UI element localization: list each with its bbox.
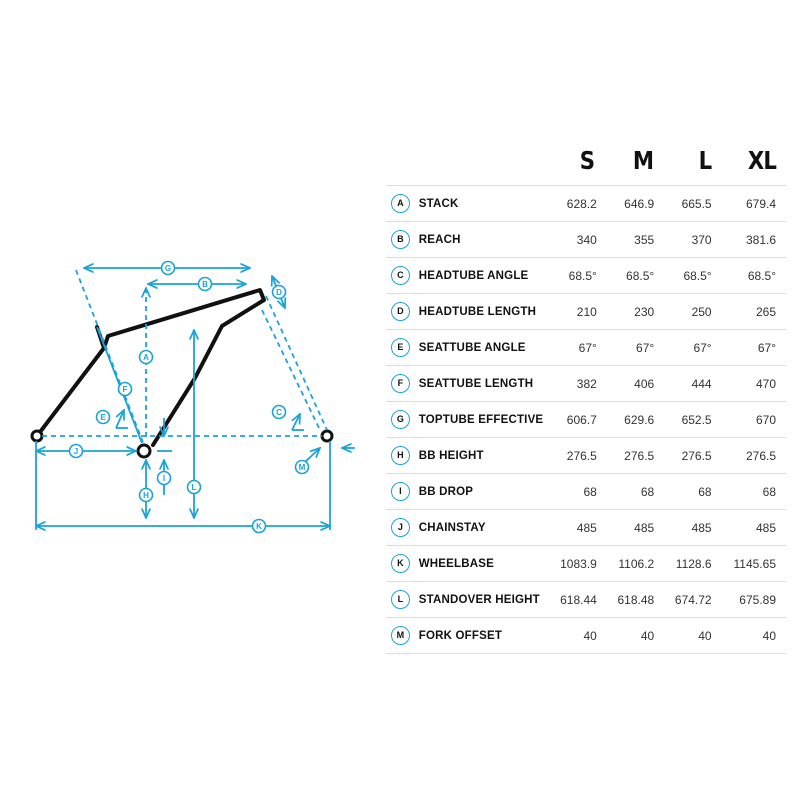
label-l bbox=[188, 481, 201, 494]
row-value-xl: 40 bbox=[712, 618, 786, 654]
frame-outline bbox=[37, 290, 264, 445]
label-g bbox=[162, 262, 175, 275]
row-letter-badge: D bbox=[391, 302, 410, 321]
label-e bbox=[97, 411, 110, 424]
row-value-m: 230 bbox=[597, 294, 654, 330]
row-measure-name: REACH bbox=[415, 222, 552, 258]
size-header-l: L bbox=[698, 146, 712, 175]
row-value-s: 68.5° bbox=[552, 258, 597, 294]
svg-text:F: F bbox=[122, 385, 128, 394]
row-value-l: 250 bbox=[654, 294, 711, 330]
row-value-m: 406 bbox=[597, 366, 654, 402]
row-measure-name: HEADTUBE ANGLE bbox=[415, 258, 552, 294]
row-letter-badge: C bbox=[391, 266, 410, 285]
row-value-s: 40 bbox=[552, 618, 597, 654]
geometry-row-h bbox=[386, 438, 786, 474]
label-d bbox=[273, 286, 286, 299]
front-axle-point bbox=[322, 431, 332, 441]
row-measure-name: STANDOVER HEIGHT bbox=[415, 582, 552, 618]
svg-text:L: L bbox=[191, 483, 197, 492]
row-letter-badge: A bbox=[391, 194, 410, 213]
dim-e-arrow bbox=[116, 410, 124, 428]
svg-text:C: C bbox=[276, 408, 282, 417]
row-value-xl: 381.6 bbox=[712, 222, 786, 258]
geometry-row-b bbox=[386, 222, 786, 258]
size-header-xl: XL bbox=[747, 146, 777, 175]
row-value-l: 68 bbox=[654, 474, 711, 510]
row-value-m: 646.9 bbox=[597, 186, 654, 222]
row-letter-badge: K bbox=[391, 554, 410, 573]
size-header-s: S bbox=[579, 146, 595, 175]
row-value-m: 1106.2 bbox=[597, 546, 654, 582]
row-value-xl: 679.4 bbox=[712, 186, 786, 222]
row-value-xl: 68 bbox=[712, 474, 786, 510]
row-value-s: 606.7 bbox=[552, 402, 597, 438]
row-value-l: 68.5° bbox=[654, 258, 711, 294]
row-value-m: 40 bbox=[597, 618, 654, 654]
row-value-s: 67° bbox=[552, 330, 597, 366]
geometry-row-a bbox=[386, 186, 786, 222]
row-value-xl: 470 bbox=[712, 366, 786, 402]
svg-text:E: E bbox=[100, 413, 106, 422]
row-value-s: 276.5 bbox=[552, 438, 597, 474]
row-value-xl: 67° bbox=[712, 330, 786, 366]
label-f bbox=[119, 383, 132, 396]
row-value-s: 382 bbox=[552, 366, 597, 402]
row-measure-name: SEATTUBE LENGTH bbox=[415, 366, 552, 402]
geometry-row-c bbox=[386, 258, 786, 294]
row-value-xl: 485 bbox=[712, 510, 786, 546]
row-value-l: 1128.6 bbox=[654, 546, 711, 582]
row-value-s: 618.44 bbox=[552, 582, 597, 618]
rear-axle-point bbox=[32, 431, 42, 441]
row-measure-name: SEATTUBE ANGLE bbox=[415, 330, 552, 366]
row-value-m: 355 bbox=[597, 222, 654, 258]
geometry-row-g bbox=[386, 402, 786, 438]
svg-text:G: G bbox=[164, 264, 172, 273]
row-value-s: 1083.9 bbox=[552, 546, 597, 582]
row-value-s: 628.2 bbox=[552, 186, 597, 222]
label-h bbox=[140, 489, 153, 502]
svg-text:M: M bbox=[298, 463, 306, 472]
bike-frame bbox=[37, 290, 264, 445]
label-a bbox=[140, 351, 153, 364]
row-value-l: 370 bbox=[654, 222, 711, 258]
svg-text:J: J bbox=[73, 447, 79, 456]
row-value-l: 652.5 bbox=[654, 402, 711, 438]
row-value-s: 210 bbox=[552, 294, 597, 330]
row-value-l: 674.72 bbox=[654, 582, 711, 618]
row-letter-badge: H bbox=[391, 446, 410, 465]
geometry-row-d bbox=[386, 294, 786, 330]
row-measure-name: STACK bbox=[415, 186, 552, 222]
row-value-l: 40 bbox=[654, 618, 711, 654]
row-value-m: 618.48 bbox=[597, 582, 654, 618]
row-letter-badge: G bbox=[391, 410, 410, 429]
row-value-xl: 1145.65 bbox=[712, 546, 786, 582]
fork-line-inner bbox=[262, 310, 320, 430]
fork-offset-leader bbox=[305, 448, 320, 462]
row-measure-name: HEADTUBE LENGTH bbox=[415, 294, 552, 330]
row-value-m: 67° bbox=[597, 330, 654, 366]
row-value-xl: 670 bbox=[712, 402, 786, 438]
label-k bbox=[253, 520, 266, 533]
label-c bbox=[273, 406, 286, 419]
row-letter-badge: M bbox=[391, 626, 410, 645]
geometry-row-m bbox=[386, 618, 786, 654]
row-measure-name: BB DROP bbox=[415, 474, 552, 510]
geometry-row-e bbox=[386, 330, 786, 366]
row-value-l: 276.5 bbox=[654, 438, 711, 474]
svg-text:B: B bbox=[202, 280, 208, 289]
label-b bbox=[199, 278, 212, 291]
geometry-row-f bbox=[386, 366, 786, 402]
geometry-row-k bbox=[386, 546, 786, 582]
frame-geometry-diagram bbox=[0, 0, 385, 800]
row-value-s: 340 bbox=[552, 222, 597, 258]
row-value-m: 68.5° bbox=[597, 258, 654, 294]
row-value-l: 444 bbox=[654, 366, 711, 402]
row-value-m: 629.6 bbox=[597, 402, 654, 438]
row-value-s: 68 bbox=[552, 474, 597, 510]
row-letter-badge: E bbox=[391, 338, 410, 357]
row-value-s: 485 bbox=[552, 510, 597, 546]
row-value-l: 485 bbox=[654, 510, 711, 546]
label-i bbox=[158, 472, 171, 485]
row-value-xl: 675.89 bbox=[712, 582, 786, 618]
geometry-row-l bbox=[386, 582, 786, 618]
row-value-xl: 276.5 bbox=[712, 438, 786, 474]
row-measure-name: FORK OFFSET bbox=[415, 618, 552, 654]
row-value-l: 67° bbox=[654, 330, 711, 366]
svg-text:H: H bbox=[143, 491, 149, 500]
svg-text:K: K bbox=[256, 522, 262, 531]
row-letter-badge: J bbox=[391, 518, 410, 537]
label-m bbox=[296, 461, 309, 474]
size-header-m: M bbox=[632, 146, 654, 175]
svg-text:D: D bbox=[276, 288, 282, 297]
row-value-m: 485 bbox=[597, 510, 654, 546]
geometry-table bbox=[386, 185, 786, 654]
svg-text:A: A bbox=[143, 353, 149, 362]
bottom-bracket-point bbox=[138, 445, 150, 457]
geometry-row-i bbox=[386, 474, 786, 510]
row-value-l: 665.5 bbox=[654, 186, 711, 222]
row-value-xl: 265 bbox=[712, 294, 786, 330]
row-measure-name: WHEELBASE bbox=[415, 546, 552, 582]
row-letter-badge: I bbox=[391, 482, 410, 501]
dim-c-arrow bbox=[292, 414, 300, 430]
row-measure-name: TOPTUBE EFFECTIVE bbox=[415, 402, 552, 438]
geometry-row-j bbox=[386, 510, 786, 546]
row-measure-name: BB HEIGHT bbox=[415, 438, 552, 474]
row-letter-badge: F bbox=[391, 374, 410, 393]
diagram-labels bbox=[70, 262, 309, 533]
row-letter-badge: B bbox=[391, 230, 410, 249]
row-value-m: 276.5 bbox=[597, 438, 654, 474]
row-value-m: 68 bbox=[597, 474, 654, 510]
row-letter-badge: L bbox=[391, 590, 410, 609]
row-measure-name: CHAINSTAY bbox=[415, 510, 552, 546]
svg-text:I: I bbox=[162, 474, 166, 483]
label-j bbox=[70, 445, 83, 458]
row-value-xl: 68.5° bbox=[712, 258, 786, 294]
